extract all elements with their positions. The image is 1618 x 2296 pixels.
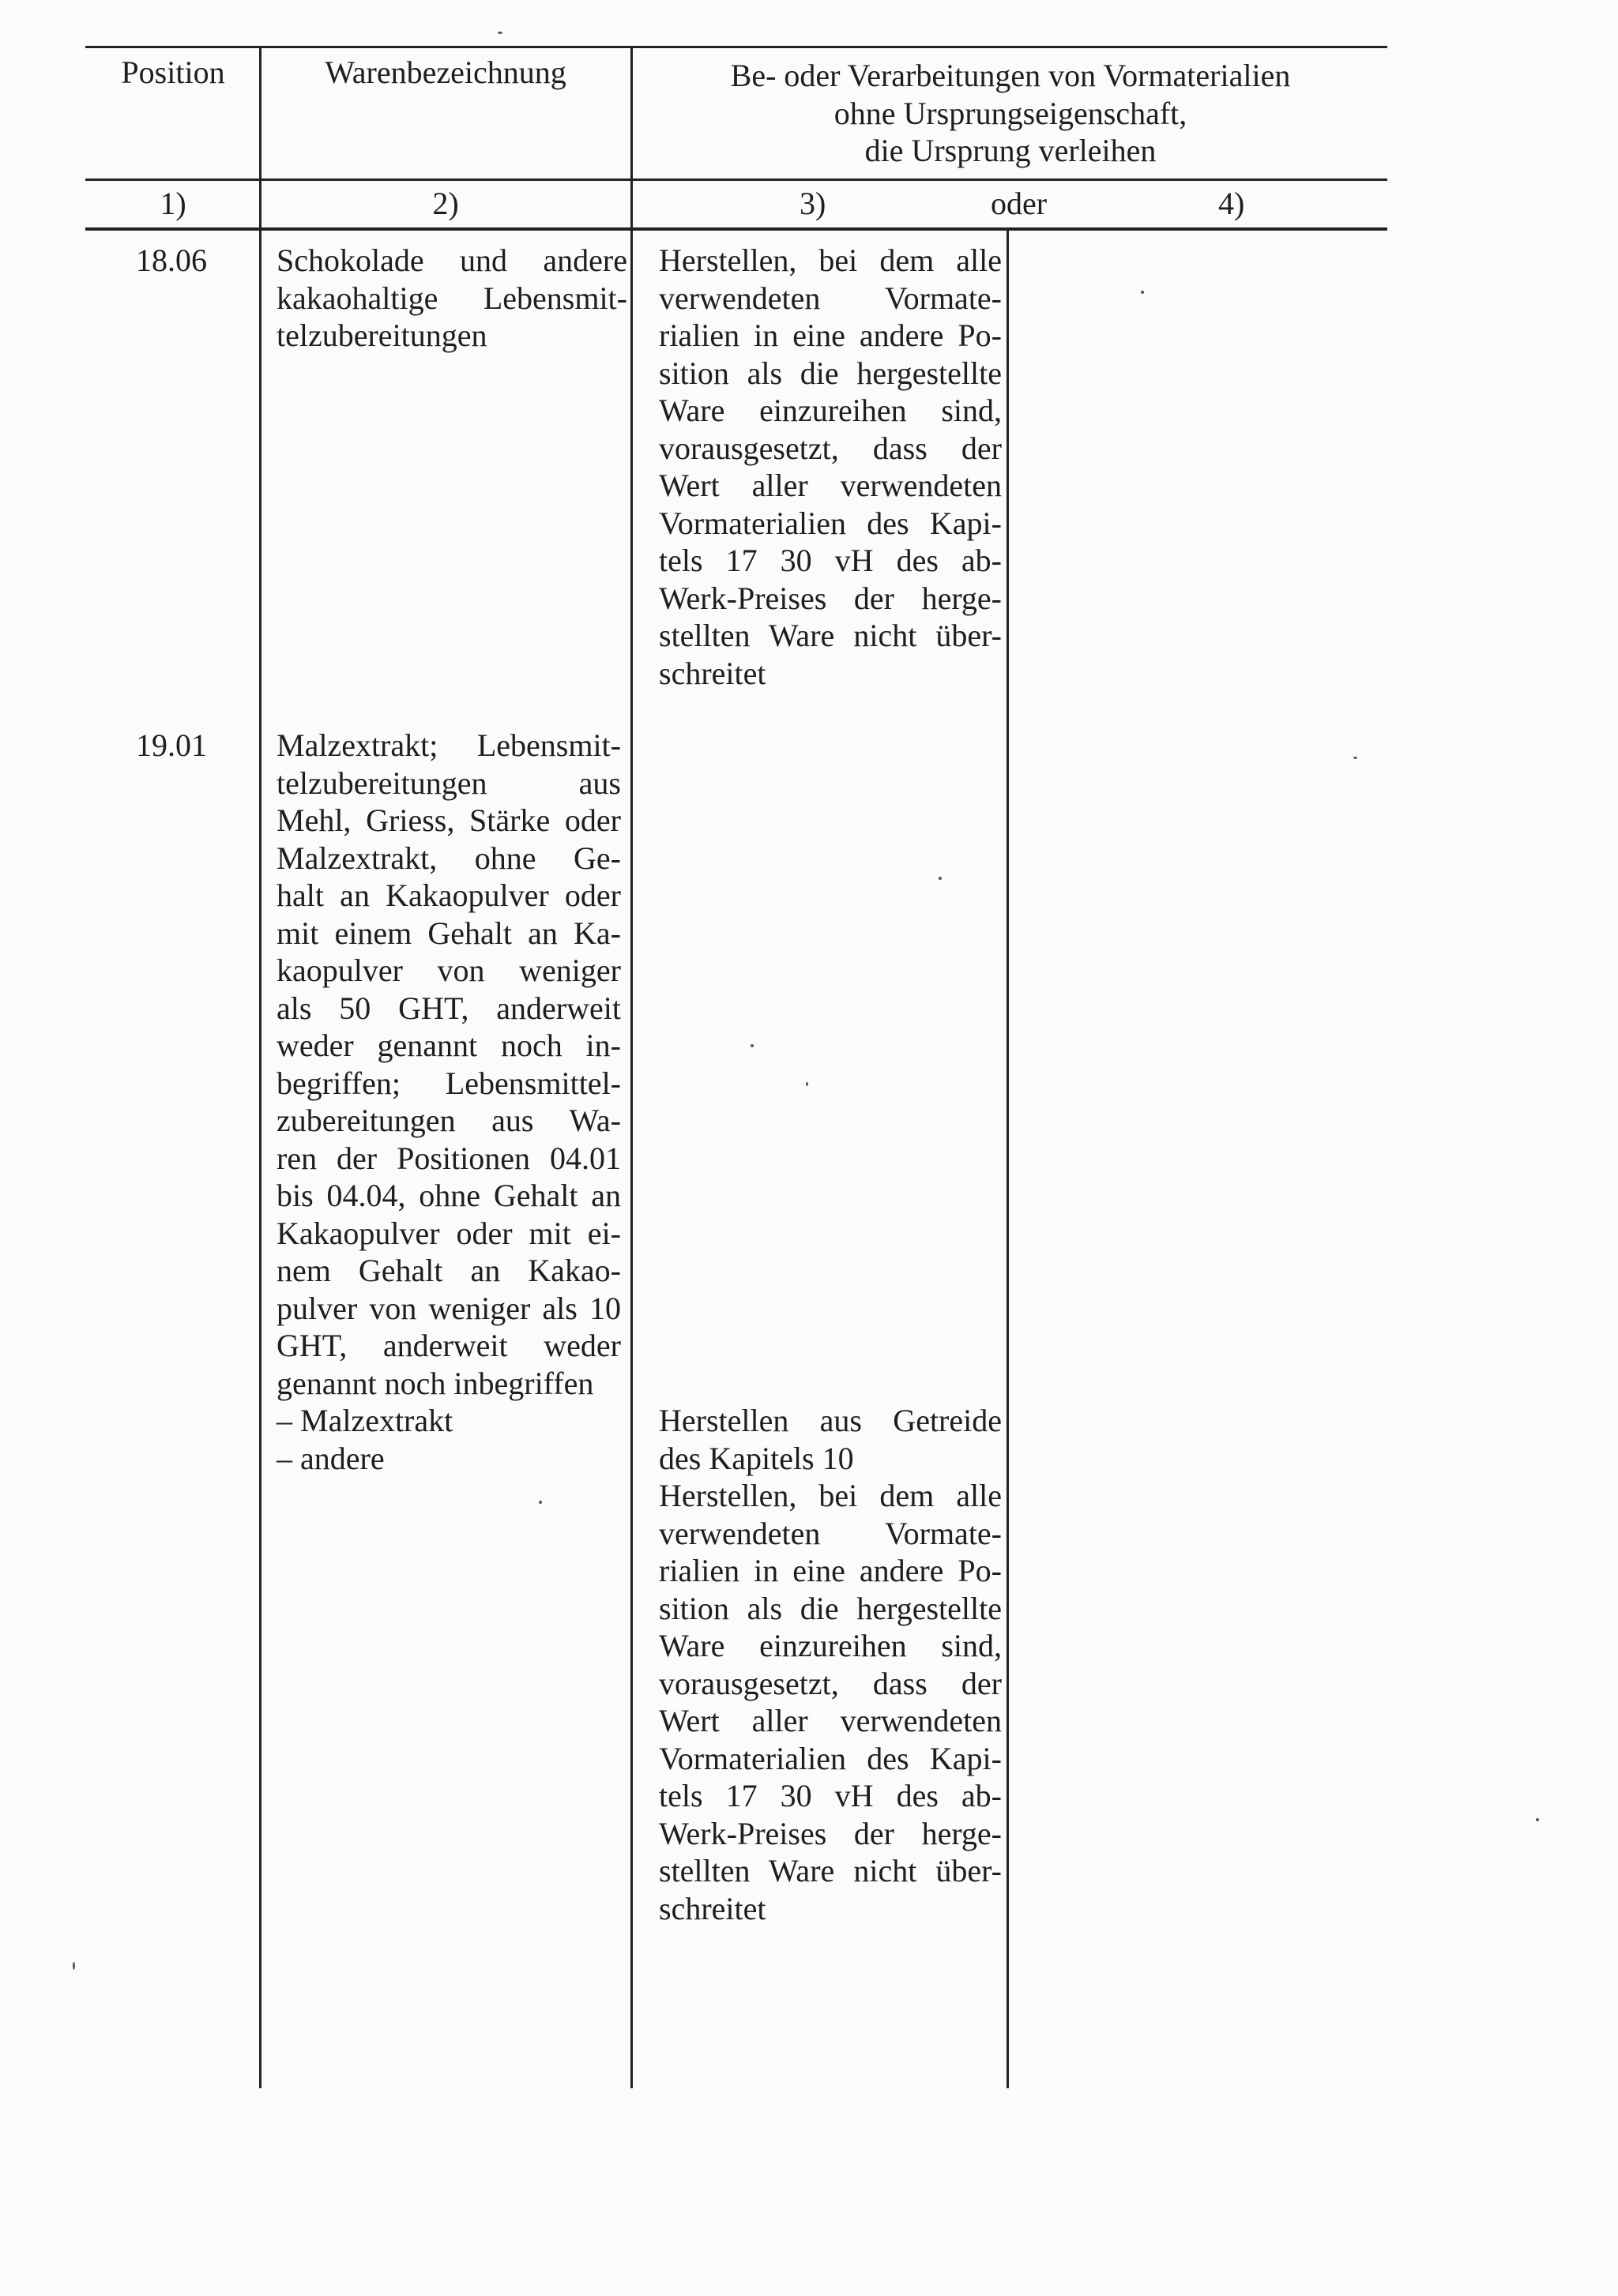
row-sub-items-19-01 bbox=[277, 1402, 621, 1477]
numbering-bottom-rule bbox=[85, 227, 1387, 231]
rule-line: rialien in eine andere Po- bbox=[659, 318, 1002, 353]
description-line: halt an Kakaopulver oder bbox=[277, 877, 621, 913]
description-line: kakaohaltige Lebensmit- bbox=[277, 280, 627, 316]
row-rule-18-06 bbox=[659, 242, 1002, 692]
rule-line: Herstellen aus Getreide bbox=[659, 1403, 1002, 1438]
rule-line: Wert aller verwendeten bbox=[659, 468, 1002, 503]
description-line: zubereitungen aus Wa- bbox=[277, 1103, 621, 1138]
description-line: Malzextrakt, ohne Ge- bbox=[277, 840, 621, 876]
header-description: Warenbezeichnung bbox=[325, 54, 566, 90]
row-rule-19-01-malzextrakt bbox=[659, 1402, 1002, 1477]
scan-speck bbox=[1536, 1818, 1539, 1821]
sub-item-malzextrakt: – Malzextrakt bbox=[277, 1403, 453, 1438]
description-line: pulver von weniger als 10 bbox=[277, 1290, 621, 1326]
rule-line: Ware einzureihen sind, bbox=[659, 1628, 1002, 1663]
description-line: nem Gehalt an Kakao- bbox=[277, 1253, 621, 1288]
rule-line: Vormaterialien des Kapi- bbox=[659, 1740, 1002, 1776]
description-line: kaopulver von weniger bbox=[277, 953, 621, 988]
rule-line: stellten Ware nicht über- bbox=[659, 618, 1002, 653]
scan-speck bbox=[73, 1962, 75, 1970]
header-processing-line: Be- oder Verarbeitungen von Vormaterialien bbox=[730, 58, 1291, 93]
header-processing-line: ohne Ursprungseigenschaft, bbox=[833, 95, 1187, 131]
rule-line: tels 17 30 vH des ab- bbox=[659, 543, 1002, 578]
column-divider-3 bbox=[1007, 229, 1009, 2088]
rule-line: tels 17 30 vH des ab- bbox=[659, 1778, 1002, 1813]
description-line: bis 04.04, ohne Gehalt an bbox=[277, 1178, 621, 1213]
rule-line: schreitet bbox=[659, 655, 766, 691]
description-line: weder genannt noch in- bbox=[277, 1028, 621, 1063]
column-oder-label: oder bbox=[991, 186, 1048, 221]
column-number-4: 4) bbox=[1218, 186, 1245, 221]
rule-line: Vormaterialien des Kapi- bbox=[659, 505, 1002, 541]
row-position-19-01: 19.01 bbox=[136, 727, 207, 763]
column-divider-2 bbox=[630, 46, 633, 2088]
column-number-2: 2) bbox=[432, 186, 459, 221]
rule-line: schreitet bbox=[659, 1890, 766, 1926]
rule-line: Herstellen, bei dem alle bbox=[659, 242, 1002, 278]
scan-speck bbox=[1353, 757, 1357, 759]
description-line: telzubereitungen bbox=[277, 318, 487, 353]
rule-line: vorausgesetzt, dass der bbox=[659, 430, 1002, 466]
row-position-18-06: 18.06 bbox=[136, 242, 207, 278]
scan-speck bbox=[1141, 291, 1144, 294]
rule-line: Werk-Preises der herge- bbox=[659, 1815, 1002, 1851]
column-number-3: 3) bbox=[800, 186, 826, 221]
header-position: Position bbox=[121, 54, 225, 90]
rule-line: Herstellen, bei dem alle bbox=[659, 1478, 1002, 1513]
description-line: GHT, anderweit weder bbox=[277, 1328, 621, 1363]
description-line: genannt noch inbegriffen bbox=[277, 1365, 594, 1401]
row-description-19-01 bbox=[277, 727, 621, 1402]
row-rule-19-01-andere bbox=[659, 1477, 1002, 1927]
column-divider-1 bbox=[259, 46, 262, 2088]
row-description-18-06 bbox=[277, 242, 627, 355]
header-bottom-rule bbox=[85, 178, 1387, 181]
description-line: Mehl, Griess, Stärke oder bbox=[277, 802, 621, 838]
rule-line: Werk-Preises der herge- bbox=[659, 580, 1002, 616]
description-line: als 50 GHT, anderweit bbox=[277, 990, 621, 1026]
rule-line: des Kapitels 10 bbox=[659, 1440, 854, 1476]
description-line: ren der Positionen 04.01 bbox=[277, 1140, 621, 1176]
rule-line: verwendeten Vormate- bbox=[659, 1515, 1002, 1551]
rule-line: rialien in eine andere Po- bbox=[659, 1553, 1002, 1588]
header-processing bbox=[634, 57, 1387, 170]
rule-line: verwendeten Vormate- bbox=[659, 280, 1002, 316]
description-line: Schokolade und andere bbox=[277, 242, 627, 278]
rule-line: Ware einzureihen sind, bbox=[659, 393, 1002, 428]
rule-line: sition als die hergestellte bbox=[659, 355, 1002, 391]
header-processing-line: die Ursprung verleihen bbox=[864, 133, 1157, 168]
scan-speck bbox=[751, 1044, 754, 1047]
scan-speck bbox=[539, 1501, 542, 1504]
scan-speck bbox=[806, 1082, 808, 1086]
scan-speck bbox=[498, 32, 502, 34]
rule-line: sition als die hergestellte bbox=[659, 1590, 1002, 1626]
description-line: mit einem Gehalt an Ka- bbox=[277, 915, 621, 951]
scan-speck bbox=[939, 877, 942, 880]
description-line: Malzextrakt; Lebensmit- bbox=[277, 727, 621, 763]
rule-line: Wert aller verwendeten bbox=[659, 1703, 1002, 1738]
rule-line: stellten Ware nicht über- bbox=[659, 1853, 1002, 1888]
column-number-1: 1) bbox=[160, 186, 186, 221]
description-line: Kakaopulver oder mit ei- bbox=[277, 1215, 621, 1251]
table-top-rule bbox=[85, 46, 1387, 48]
description-line: begriffen; Lebensmittel- bbox=[277, 1065, 621, 1101]
sub-item-andere: – andere bbox=[277, 1440, 385, 1476]
description-line: telzubereitungen aus bbox=[277, 765, 621, 801]
rule-line: vorausgesetzt, dass der bbox=[659, 1665, 1002, 1701]
